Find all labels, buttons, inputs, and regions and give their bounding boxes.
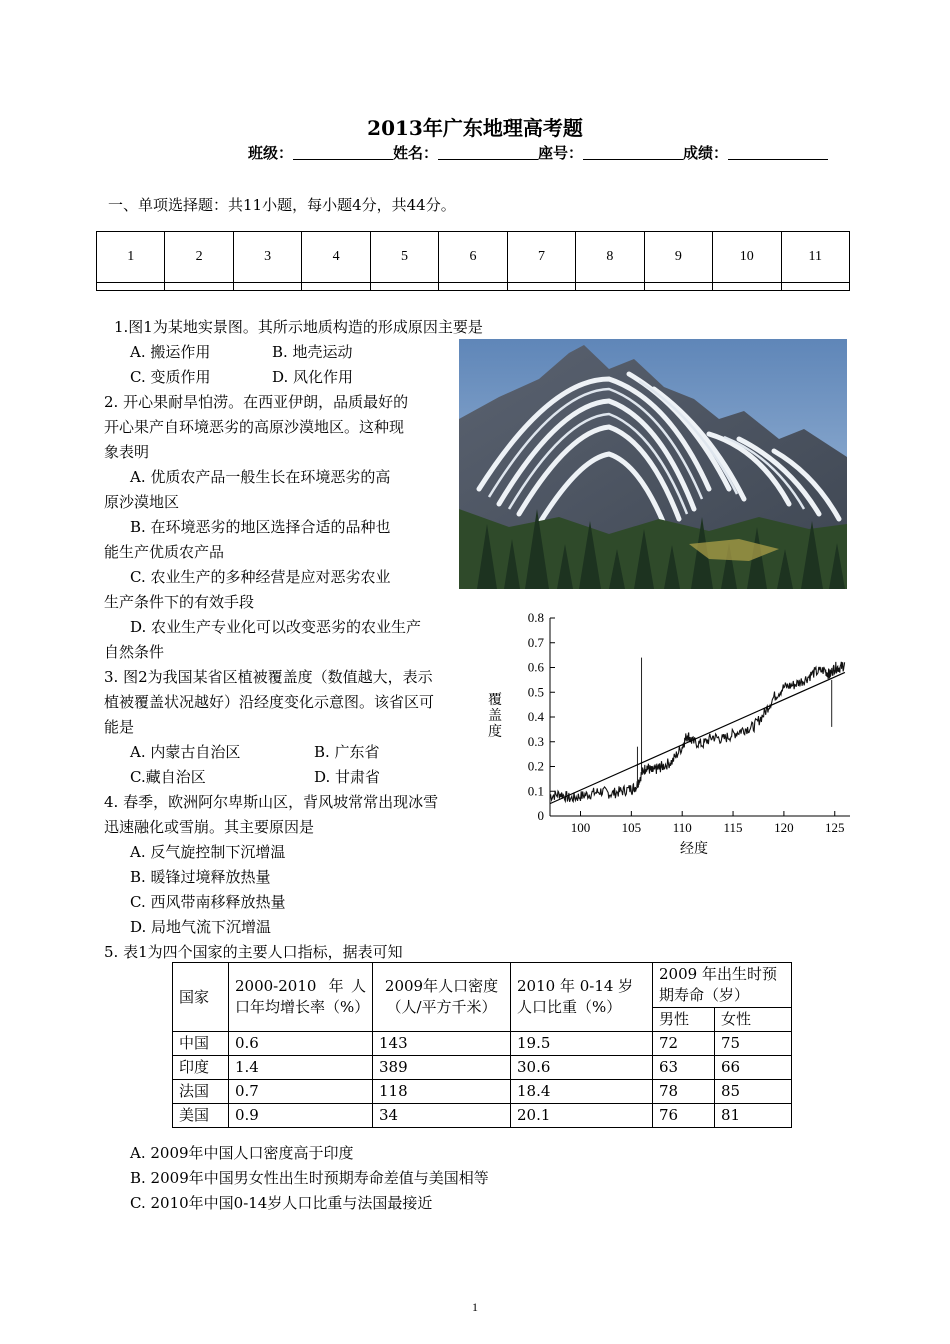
coverage-series-line xyxy=(550,662,845,802)
cell-growth: 1.4 xyxy=(229,1056,373,1080)
q3-option-a: A. 内蒙古自治区 xyxy=(130,743,241,761)
q1-option-a: A. 搬运作用 xyxy=(130,343,211,361)
answer-number: 9 xyxy=(644,232,712,283)
q1-option-c: C. 变质作用 xyxy=(130,368,211,386)
coverage-chart-svg xyxy=(490,606,860,860)
table-row xyxy=(173,1104,792,1128)
q2-stem-line: 象表明 xyxy=(104,443,150,461)
q2-option-b: B. 在环境恶劣的地区选择合适的品种也 xyxy=(130,518,391,536)
coverage-chart xyxy=(490,606,860,860)
cell-country: 印度 xyxy=(173,1056,229,1080)
cell-growth: 0.9 xyxy=(229,1104,373,1128)
answer-grid xyxy=(96,231,850,291)
table-row xyxy=(173,1056,792,1080)
cell-country: 美国 xyxy=(173,1104,229,1128)
header-country: 国家 xyxy=(173,963,229,1032)
answer-number: 3 xyxy=(233,232,301,283)
answer-number: 4 xyxy=(302,232,370,283)
cell-growth: 0.7 xyxy=(229,1080,373,1104)
y-tick-label: 0.7 xyxy=(527,634,544,650)
q2-option-b-cont: 能生产优质农产品 xyxy=(104,543,225,561)
header-life: 2009 年出生时预期寿命（岁） xyxy=(653,963,792,1008)
student-info-fields xyxy=(248,142,828,163)
cell-density: 389 xyxy=(373,1056,511,1080)
q5-option-c: C. 2010年中国0-14岁人口比重与法国最接近 xyxy=(130,1194,433,1212)
mountain-photo xyxy=(459,339,847,589)
q5-option-b: B. 2009年中国男女性出生时预期寿命差值与美国相等 xyxy=(130,1169,489,1187)
y-axis-label: 覆 盖 度 xyxy=(488,692,502,740)
q4-option-c: C. 西风带南移释放热量 xyxy=(130,893,286,911)
cell-youth: 20.1 xyxy=(511,1104,653,1128)
cell-country: 中国 xyxy=(173,1032,229,1056)
seat-blank[interactable] xyxy=(583,145,683,160)
answer-grid-numbers-row xyxy=(97,232,850,283)
q3-stem-line: 3. 图2为我国某省区植被覆盖度（数值越大，表示 xyxy=(104,668,433,686)
score-label: 成绩： xyxy=(683,144,729,162)
cell-density: 118 xyxy=(373,1080,511,1104)
q2-option-a: A. 优质农产品一般生长在环境恶劣的高 xyxy=(130,468,391,486)
answer-cell[interactable] xyxy=(713,282,781,290)
answer-number: 11 xyxy=(781,232,849,283)
name-blank[interactable] xyxy=(438,145,538,160)
q3-option-c: C.藏自治区 xyxy=(130,768,206,786)
x-tick-label: 105 xyxy=(621,820,642,835)
y-tick-label: 0.8 xyxy=(527,610,544,625)
cell-youth: 30.6 xyxy=(511,1056,653,1080)
header-density: 2009年人口密度（人/平方千米） xyxy=(373,963,511,1032)
cell-youth: 19.5 xyxy=(511,1032,653,1056)
q3-option-b: B. 广东省 xyxy=(314,743,380,761)
answer-number: 8 xyxy=(576,232,644,283)
header-growth: 2000-2010 年人口年均增长率（%） xyxy=(229,963,373,1032)
answer-number: 7 xyxy=(507,232,575,283)
cell-male: 76 xyxy=(653,1104,715,1128)
y-tick-label: 0 xyxy=(537,808,544,823)
q4-option-b: B. 暖锋过境释放热量 xyxy=(130,868,271,886)
q3-stem-line: 植被覆盖状况越好）沿经度变化示意图。该省区可 xyxy=(104,693,435,711)
cell-density: 143 xyxy=(373,1032,511,1056)
x-tick-label: 115 xyxy=(723,820,743,835)
section-heading: 一、单项选择题：共11小题，每小题4分，共44分。 xyxy=(108,196,456,214)
page-title: 2013年广东地理高考题 xyxy=(367,116,583,140)
q2-option-a-cont: 原沙漠地区 xyxy=(104,493,180,511)
q4-stem-line: 4. 春季，欧洲阿尔卑斯山区，背风坡常常出现冰雪 xyxy=(104,793,439,811)
q2-stem-line: 2. 开心果耐旱怕涝。在西亚伊朗，品质最好的 xyxy=(104,393,409,411)
table-row xyxy=(173,1032,792,1056)
mountain-illustration xyxy=(459,339,847,589)
q5-stem: 5. 表1为四个国家的主要人口指标，据表可知 xyxy=(104,943,403,961)
score-blank[interactable] xyxy=(728,145,828,160)
population-table xyxy=(172,962,792,1128)
cell-female: 75 xyxy=(715,1032,792,1056)
q1-option-b: B. 地壳运动 xyxy=(272,343,353,361)
answer-cell[interactable] xyxy=(576,282,644,290)
answer-cell[interactable] xyxy=(507,282,575,290)
cell-male: 63 xyxy=(653,1056,715,1080)
table-row xyxy=(173,1080,792,1104)
page-number: 1 xyxy=(472,1300,478,1314)
class-label: 班级： xyxy=(248,144,294,162)
q1-option-d: D. 风化作用 xyxy=(272,368,354,386)
cell-country: 法国 xyxy=(173,1080,229,1104)
header-male: 男性 xyxy=(653,1008,715,1032)
answer-cell[interactable] xyxy=(165,282,233,290)
cell-growth: 0.6 xyxy=(229,1032,373,1056)
seat-label: 座号： xyxy=(538,144,584,162)
answer-cell[interactable] xyxy=(97,282,165,290)
y-tick-label: 0.2 xyxy=(527,758,544,774)
cell-female: 85 xyxy=(715,1080,792,1104)
q3-stem-line: 能是 xyxy=(104,718,135,736)
cell-density: 34 xyxy=(373,1104,511,1128)
q4-option-a: A. 反气旋控制下沉增温 xyxy=(130,843,286,861)
q1-stem: 1.图1为某地实景图。其所示地质构造的形成原因主要是 xyxy=(114,318,483,336)
y-tick-label: 0.1 xyxy=(527,783,544,799)
name-label: 姓名： xyxy=(393,144,439,162)
q5-option-a: A. 2009年中国人口密度高于印度 xyxy=(130,1144,354,1162)
q2-option-d-cont: 自然条件 xyxy=(104,643,165,661)
answer-cell[interactable] xyxy=(439,282,507,290)
answer-number: 6 xyxy=(439,232,507,283)
x-tick-label: 125 xyxy=(824,820,845,835)
answer-grid-blank-row xyxy=(97,282,850,290)
q2-option-d: D. 农业生产专业化可以改变恶劣的农业生产 xyxy=(130,618,422,636)
y-tick-label: 0.3 xyxy=(527,733,544,749)
answer-number: 10 xyxy=(713,232,781,283)
answer-cell[interactable] xyxy=(233,282,301,290)
x-axis-label: 经度 xyxy=(680,841,708,857)
trend-line xyxy=(550,672,845,803)
q2-option-c: C. 农业生产的多种经营是应对恶劣农业 xyxy=(130,568,391,586)
class-blank[interactable] xyxy=(293,145,393,160)
x-tick-label: 100 xyxy=(570,820,591,835)
y-tick-label: 0.4 xyxy=(527,709,544,724)
answer-cell[interactable] xyxy=(644,282,712,290)
x-tick-label: 110 xyxy=(672,820,692,835)
answer-cell[interactable] xyxy=(302,282,370,290)
header-youth: 2010 年 0-14 岁人口比重（%） xyxy=(511,963,653,1032)
q2-stem-line: 开心果产自环境恶劣的高原沙漠地区。这种现 xyxy=(104,418,405,436)
q2-option-c-cont: 生产条件下的有效手段 xyxy=(104,593,255,611)
q4-stem-line: 迅速融化或雪崩。其主要原因是 xyxy=(104,818,315,836)
q4-option-d: D. 局地气流下沉增温 xyxy=(130,918,272,936)
y-tick-label: 0.6 xyxy=(527,659,544,675)
x-tick-label: 120 xyxy=(774,820,794,835)
header-female: 女性 xyxy=(715,1008,792,1032)
q3-option-d: D. 甘肃省 xyxy=(314,768,381,786)
table-header-row xyxy=(173,963,792,1008)
answer-number: 5 xyxy=(370,232,438,283)
cell-male: 72 xyxy=(653,1032,715,1056)
cell-female: 81 xyxy=(715,1104,792,1128)
answer-cell[interactable] xyxy=(781,282,849,290)
answer-cell[interactable] xyxy=(370,282,438,290)
answer-number: 2 xyxy=(165,232,233,283)
cell-male: 78 xyxy=(653,1080,715,1104)
y-tick-label: 0.5 xyxy=(527,684,544,700)
answer-number: 1 xyxy=(97,232,165,283)
cell-female: 66 xyxy=(715,1056,792,1080)
cell-youth: 18.4 xyxy=(511,1080,653,1104)
